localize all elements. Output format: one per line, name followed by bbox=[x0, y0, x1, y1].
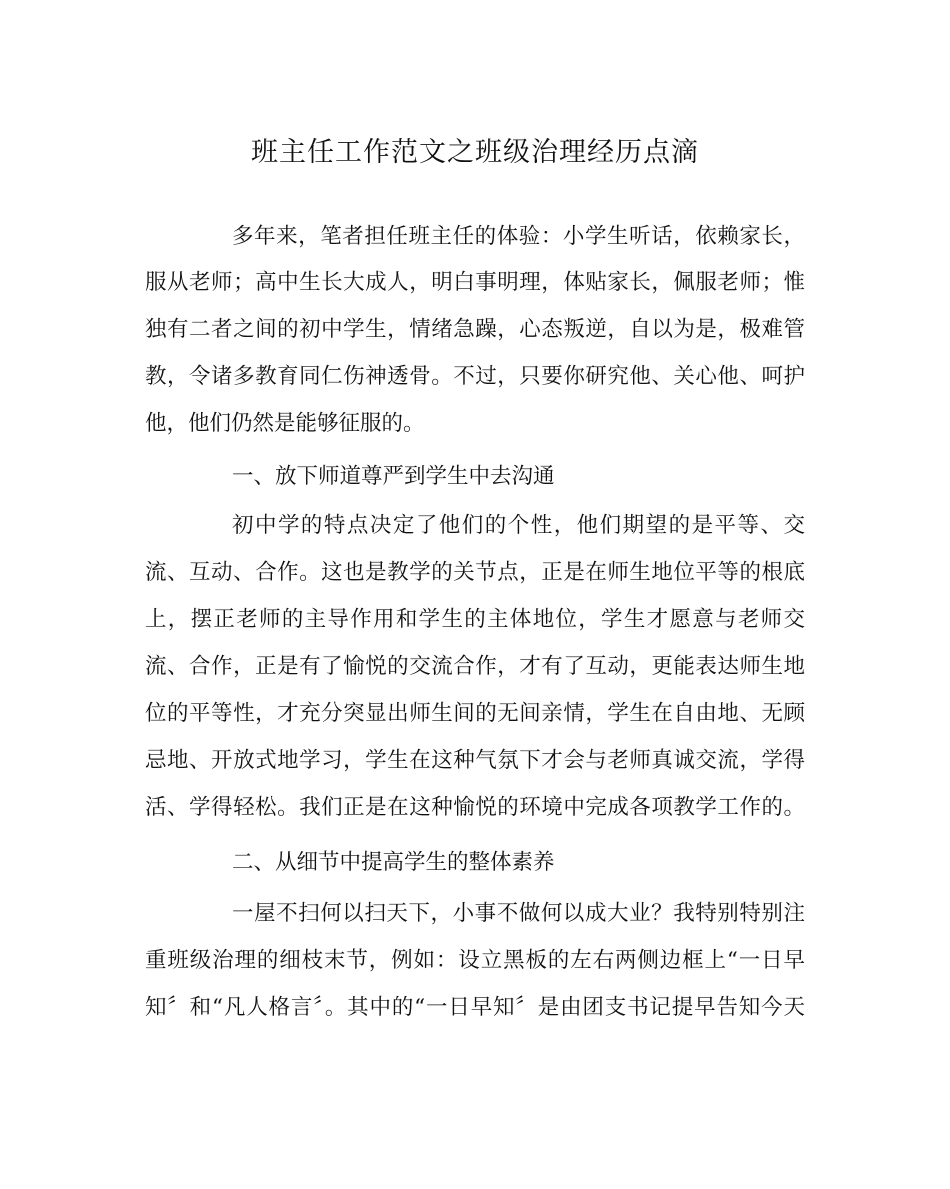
paragraph-line: 独有二者之间的初中学生，情绪急躁，心态叛逆，自以为是，极难管 bbox=[145, 317, 805, 342]
paragraph-line: 初中学的特点决定了他们的个性，他们期望的是平等、交 bbox=[232, 513, 805, 538]
paragraph-line: 流、互动、合作。这也是教学的关节点，正是在师生地位平等的根底 bbox=[145, 560, 805, 585]
paragraph-line: 上，摆正老师的主导作用和学生的主体地位，学生才愿意与老师交 bbox=[145, 607, 805, 632]
section-heading: 二、从细节中提高学生的整体素养 bbox=[232, 850, 555, 875]
paragraph-line: 活、学得轻松。我们正是在这种愉悦的环境中完成各项教学工作的。 bbox=[145, 795, 805, 820]
paragraph-line: 知〞和“凡人格言〞。其中的“一日早知〞是由团支书记提早告知今天 bbox=[145, 995, 805, 1020]
section-heading: 一、放下师道尊严到学生中去沟通 bbox=[232, 464, 555, 489]
paragraph-line: 教，令诸多教育同仁伤神透骨。不过，只要你研究他、关心他、呵护 bbox=[145, 364, 805, 389]
paragraph-line: 多年来，笔者担任班主任的体验：小学生听话，依赖家长， bbox=[232, 224, 805, 249]
paragraph-line: 服从老师；高中生长大成人，明白事明理，体贴家长，佩服老师；惟 bbox=[145, 270, 805, 295]
paragraph-line: 位的平等性，才充分突显出师生间的无间亲情，学生在自由地、无顾 bbox=[145, 701, 805, 726]
paragraph-line: 一屋不扫何以扫天下，小事不做何以成大业？我特别特别注 bbox=[232, 901, 805, 926]
paragraph-line: 他，他们仍然是能够征服的。 bbox=[145, 411, 425, 436]
document-title: 班主任工作范文之班级治理经历点滴 bbox=[251, 137, 699, 168]
paragraph-line: 重班级治理的细枝末节，例如：设立黑板的左右两侧边框上“一日早 bbox=[145, 948, 805, 973]
paragraph-line: 流、合作，正是有了愉悦的交流合作，才有了互动，更能表达师生地 bbox=[145, 654, 805, 679]
paragraph-line: 忌地、开放式地学习，学生在这种气氛下才会与老师真诚交流，学得 bbox=[145, 748, 805, 773]
